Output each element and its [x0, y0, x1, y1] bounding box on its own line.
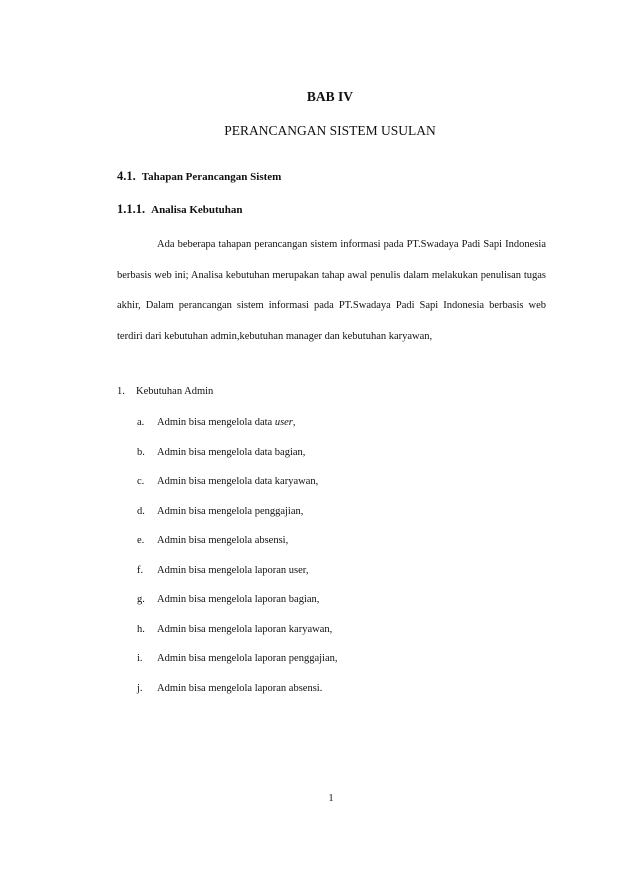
list-heading	[117, 386, 213, 397]
subsection-heading	[117, 202, 243, 217]
subsection-number: 1.1.1.	[117, 202, 146, 216]
list-marker: a.	[137, 417, 145, 428]
section-title: Tahapan Perancangan Sistem	[141, 171, 282, 183]
list-item-emphasis: user	[274, 417, 293, 428]
list-marker: j.	[137, 682, 143, 694]
list-item	[137, 680, 338, 710]
list-item	[137, 414, 338, 444]
list-item	[137, 591, 338, 621]
list-item-text: Admin bisa mengelola laporan karyawan,	[157, 623, 333, 635]
list-marker: c.	[137, 476, 145, 487]
body-paragraph: Ada beberapa tahapan perancangan sistem informasi pada PT.Swadaya Padi Sapi Indonesia berbasis web ini; Analisa kebutuhan merupakan tahap awal penulis dalam melakukan penulisan tugas akhir, Dalam perancangan sistem informasi pada PT.Swadaya Padi Sapi Indonesia berbasis web terdiri dari kebutuhan admin,kebutuhan manager dan kebutuhan karyawan,	[117, 239, 546, 342]
page-number: 1	[328, 793, 334, 804]
section-heading	[117, 169, 281, 184]
list-item-text: Admin bisa mengelola laporan user,	[157, 564, 309, 576]
chapter-subtitle: PERANCANGAN SISTEM USULAN	[224, 123, 436, 138]
list-item-text: Admin bisa mengelola penggajian,	[157, 505, 304, 517]
chapter-title: BAB IV	[306, 89, 354, 104]
list-title: Kebutuhan Admin	[136, 386, 214, 397]
section-number: 4.1.	[117, 169, 136, 183]
list-marker: i.	[137, 653, 143, 664]
list-item	[137, 650, 338, 680]
list-item	[137, 503, 338, 533]
requirements-list	[137, 414, 338, 709]
list-marker: b.	[137, 446, 145, 458]
list-number: 1.	[117, 386, 125, 397]
list-marker: g.	[137, 594, 145, 605]
list-item	[137, 562, 338, 592]
list-marker: e.	[137, 535, 145, 546]
list-item-text: Admin bisa mengelola absensi,	[157, 535, 289, 546]
list-marker: f.	[137, 564, 144, 576]
subsection-title: Analisa Kebutuhan	[151, 204, 243, 216]
list-item	[137, 532, 338, 562]
list-item-text: Admin bisa mengelola laporan bagian,	[157, 594, 320, 605]
list-item-text: Admin bisa mengelola data karyawan,	[157, 476, 319, 487]
list-item	[137, 621, 338, 651]
list-item	[137, 444, 338, 474]
list-item-text: Admin bisa mengelola data bagian,	[157, 446, 306, 458]
list-item-text: Admin bisa mengelola data	[157, 417, 275, 428]
list-item	[137, 473, 338, 503]
list-item-suffix: ,	[292, 417, 296, 428]
list-item-text: Admin bisa mengelola laporan absensi.	[157, 682, 323, 694]
list-marker: d.	[137, 505, 145, 517]
list-marker: h.	[137, 623, 145, 635]
list-item-text: Admin bisa mengelola laporan penggajian,	[157, 653, 338, 664]
